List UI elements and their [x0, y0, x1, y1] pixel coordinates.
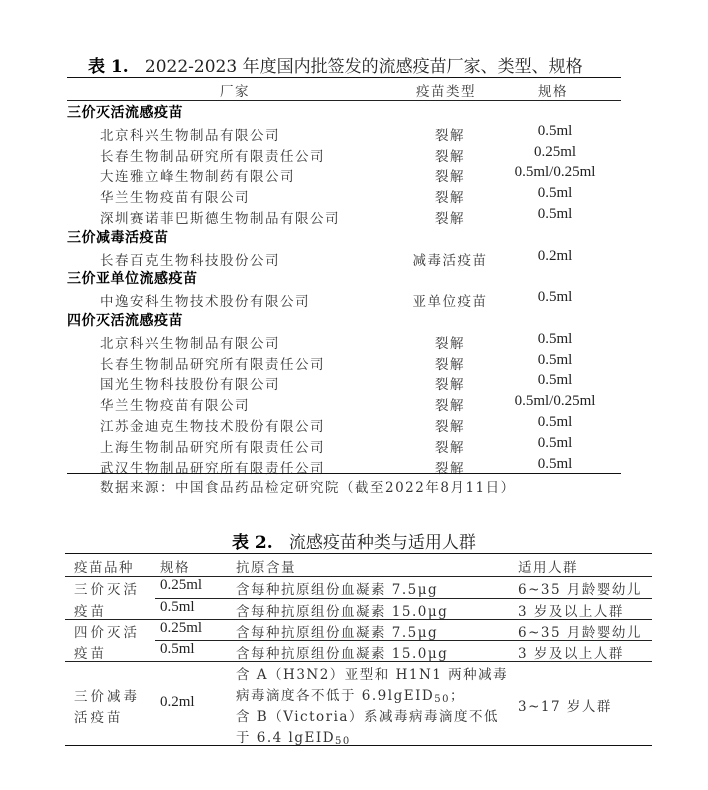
- table1-cell-maker: 长春生物制品研究所有限责任公司: [100, 356, 325, 373]
- table1-cell-type: 裂解: [435, 148, 465, 165]
- table1-cell-maker: 上海生物制品研究所有限责任公司: [100, 439, 325, 456]
- table1-top-rule: [67, 77, 621, 78]
- table2-cell-spec: 0.5ml: [160, 641, 195, 657]
- table1-cell-spec: 0.5ml: [537, 206, 573, 222]
- table1-cell-maker: 大连雅立峰生物制药有限公司: [100, 169, 295, 186]
- table2-variety-quadrivalent-inactivated-line2: 疫苗: [74, 646, 107, 662]
- table1-cell-spec: 0.5ml: [537, 372, 573, 389]
- table1-caption-text: 2022-2023 年度国内批签发的流感疫苗厂家、类型、规格: [144, 57, 583, 77]
- table1-caption: 表 1. 2022-2023 年度国内批签发的流感疫苗厂家、类型、规格: [88, 57, 583, 77]
- table1-header-spec: 规格: [538, 84, 568, 100]
- table1-cell-maker: 江苏金迪克生物技术股份有限公司: [100, 419, 325, 435]
- antigen-line2-subscript: 50: [434, 694, 450, 705]
- table2-variety-trivalent-inactivated-line1: 三价灭活: [74, 582, 140, 598]
- table1-header-maker: 厂家: [220, 84, 250, 100]
- table1-cell-type: 裂解: [435, 335, 465, 352]
- table2-inner-rule: [155, 598, 652, 599]
- table1-source-note: 数据来源：中国食品药品检定研究院（截至2022年8月11日）: [100, 480, 516, 496]
- table2-caption-text: 流感疫苗种类与适用人群: [288, 533, 476, 553]
- table2-header-antigen: 抗原含量: [236, 560, 296, 576]
- table1-cell-spec: 0.5ml: [537, 122, 573, 139]
- table1-cell-type: 裂解: [435, 460, 465, 477]
- table2-header-rule: [65, 576, 652, 577]
- table1-header-type: 疫苗类型: [416, 84, 476, 100]
- table1-cell-spec: 0.5ml/0.25ml: [514, 393, 596, 410]
- table2-block-rule: [65, 619, 652, 620]
- table1-cell-type: 裂解: [435, 398, 465, 415]
- table2-variety-quadrivalent-inactivated-line1: 四价灭活: [74, 625, 140, 641]
- table1-cell-type: 裂解: [435, 439, 465, 456]
- table1-cell-spec: 0.5ml: [537, 289, 573, 306]
- table2-laiv-antigen-line2: [236, 684, 465, 705]
- table1-cell-spec: 0.5ml: [537, 455, 573, 472]
- table2-variety-laiv-line1: 三价减毒: [74, 689, 140, 705]
- table2-cell-antigen: 含每种抗原组份血凝素 7.5μg: [236, 582, 439, 598]
- table1-cell-maker: 国光生物科技股份有限公司: [100, 377, 280, 394]
- table2-laiv-antigen-line3: 含 B（Victoria）系减毒病毒滴度不低: [236, 709, 499, 725]
- antigen-line2-end: ；: [449, 688, 465, 704]
- table1-group-heading: 三价灭活流感疫苗: [67, 105, 183, 121]
- table1-bottom-rule: [67, 473, 621, 474]
- table2-cell-population: 6~35 月龄婴幼儿: [518, 582, 642, 598]
- table1-group-heading: 三价减毒活疫苗: [67, 229, 169, 246]
- table1-cell-maker: 长春百克生物科技股份公司: [100, 252, 280, 269]
- table1-cell-maker: 武汉生物制品研究所有限责任公司: [100, 460, 325, 477]
- table2-cell-population: 3~17 岁人群: [518, 699, 612, 715]
- table2-header-variety: 疫苗品种: [74, 560, 134, 576]
- table2-bottom-rule: [65, 745, 652, 746]
- table1-cell-spec: 0.25ml: [533, 143, 577, 160]
- table1-cell-spec: 0.2ml: [537, 247, 573, 264]
- table1-cell-type: 裂解: [435, 419, 465, 435]
- table1-cell-type: 裂解: [435, 127, 465, 144]
- table2-header-population: 适用人群: [518, 560, 578, 576]
- table1-cell-spec: 0.5ml/0.25ml: [514, 164, 596, 181]
- table2-variety-laiv-line2: 活疫苗: [74, 710, 124, 726]
- table2-cell-spec: 0.25ml: [160, 620, 203, 636]
- table2-laiv-antigen-line4: [236, 726, 351, 747]
- table1-cell-type: 裂解: [435, 169, 465, 186]
- antigen-line2-text: 病毒滴度各不低于 6.9lgEID: [236, 688, 435, 704]
- table2-variety-trivalent-inactivated-line2: 疫苗: [74, 604, 107, 620]
- table2-header-spec: 规格: [160, 560, 190, 576]
- table1-cell-type: 裂解: [435, 356, 465, 373]
- table1-cell-spec: 0.5ml: [537, 185, 573, 202]
- table2-cell-population: 3 岁及以上人群: [518, 604, 624, 620]
- table2-cell-antigen: 含每种抗原组份血凝素 15.0μg: [236, 646, 449, 662]
- table1-cell-maker: 华兰生物疫苗有限公司: [100, 398, 250, 415]
- table1-cell-maker: 北京科兴生物制品有限公司: [100, 127, 280, 144]
- table2-cell-spec: 0.2ml: [160, 694, 195, 710]
- table1-caption-prefix: 表 1: [88, 57, 123, 77]
- table1-cell-type: 裂解: [435, 211, 465, 227]
- table1-cell-spec: 0.5ml: [537, 414, 573, 430]
- antigen-line4-subscript: 50: [335, 736, 351, 747]
- table2-laiv-antigen-line1: 含 A（H3N2）亚型和 H1N1 两种减毒: [236, 667, 509, 683]
- table1-cell-maker: 华兰生物疫苗有限公司: [100, 190, 250, 207]
- table2-cell-antigen: 含每种抗原组份血凝素 15.0μg: [236, 604, 449, 620]
- table1-cell-maker: 中逸安科生物技术股份有限公司: [100, 294, 310, 311]
- table1-cell-maker: 长春生物制品研究所有限责任公司: [100, 148, 325, 165]
- table2-cell-antigen: 含每种抗原组份血凝素 7.5μg: [236, 625, 439, 641]
- table2-top-rule: [65, 553, 652, 554]
- table2-cell-spec: 0.25ml: [160, 577, 203, 593]
- table2-inner-rule: [155, 640, 652, 641]
- table1-group-heading: 四价灭活流感疫苗: [67, 313, 183, 329]
- table1-cell-spec: 0.5ml: [537, 330, 573, 347]
- table2-cell-population: 6~35 月龄婴幼儿: [518, 625, 642, 641]
- table2-caption: 表 2. 流感疫苗种类与适用人群: [232, 533, 476, 553]
- table1-header-rule: [67, 100, 621, 101]
- table1-cell-type: 减毒活疫苗: [412, 252, 488, 269]
- table1-group-heading: 三价亚单位流感疫苗: [67, 271, 198, 288]
- table1-cell-spec: 0.5ml: [537, 351, 573, 368]
- antigen-line4-text: 于 6.4 lgEID: [236, 730, 336, 746]
- table1-cell-maker: 北京科兴生物制品有限公司: [100, 335, 280, 352]
- table2-cell-spec: 0.5ml: [160, 599, 195, 615]
- table2-cell-population: 3 岁及以上人群: [518, 646, 624, 662]
- table1-cell-type: 裂解: [435, 377, 465, 394]
- table1-cell-type: 裂解: [435, 190, 465, 207]
- table1-cell-spec: 0.5ml: [537, 434, 573, 451]
- table1-cell-maker: 深圳赛诺菲巴斯德生物制品有限公司: [100, 211, 340, 227]
- table1-cell-type: 亚单位疫苗: [412, 294, 488, 311]
- table2-caption-prefix: 表 2: [232, 533, 267, 553]
- table2-block-rule: [65, 661, 652, 662]
